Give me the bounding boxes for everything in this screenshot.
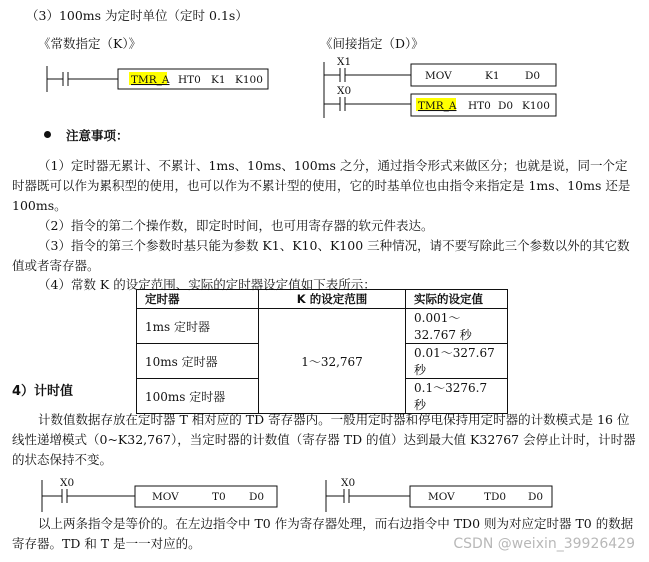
note-1: （1）定时器无累计、不累计、1ms、10ms、100ms 之分，通过指令形式来做区分；也就是说，同一个定时器既可以作为累积型的使用，也可以作为不累计型的使用，它的时基单位也由指令来指定是 1ms、10ms 还是 100ms。 — [12, 158, 631, 213]
k-op-2: K1 — [211, 74, 226, 86]
table-row — [137, 309, 508, 344]
tmr-label-2: TMR_A — [418, 100, 457, 112]
table-header: K 的设定范围 — [259, 290, 406, 309]
table-header: 实际的设定值 — [406, 290, 508, 309]
watermark: CSDN @weixin_39926429 — [453, 536, 635, 552]
table-header: 定时器 — [137, 290, 259, 309]
x1-label: X1 — [337, 56, 352, 68]
table-cell: 0.01～327.67 秒 — [406, 344, 508, 379]
x0-label-top: X0 — [337, 85, 352, 97]
table-cell: 0.001～32.767 秒 — [406, 309, 508, 344]
x0-label-right: X0 — [341, 477, 356, 489]
left-op-2: D0 — [249, 491, 265, 503]
right-op-2: D0 — [528, 491, 544, 503]
d-op-2: D0 — [498, 100, 514, 112]
label-constant: 《常数指定（K）》 — [38, 36, 142, 51]
mov-op-2: D0 — [525, 70, 541, 82]
note-2: （2）指令的第二个操作数，即定时时间，也可用寄存器的软元件表达。 — [38, 218, 434, 233]
label-indirect: 《间接指定（D）》 — [320, 36, 424, 51]
table-cell: 10ms 定时器 — [137, 344, 259, 379]
bullet-icon — [44, 131, 51, 138]
table-cell: 100ms 定时器 — [137, 379, 259, 414]
timer-table — [136, 289, 508, 414]
d-op-1: HT0 — [468, 100, 491, 112]
note-4: （4）常数 K 的设定范围、实际的定时器设定值如下表所示： — [38, 277, 376, 292]
mov-label-1: MOV — [425, 70, 452, 82]
k-op-1: HT0 — [178, 74, 201, 86]
table-cell: 0.1～3276.7 秒 — [406, 379, 508, 414]
d-op-3: K100 — [522, 100, 550, 112]
closing-text: 以上两条指令是等价的。在左边指令中 T0 作为寄存器处理，而右边指令中 TD0 则为对应定时器 T0 的数据寄存器。TD 和 T 是一一对应的。 — [12, 516, 634, 551]
note-3: （3）指令的第三个参数时基只能为参数 K1、K10、K100 三种情况，请不要写除此三个参数以外的其它数值或者寄存器。 — [12, 238, 630, 273]
table-cell: 1ms 定时器 — [137, 309, 259, 344]
x0-label-left: X0 — [60, 477, 75, 489]
mov-op-1: K1 — [485, 70, 500, 82]
section3-title: （3）100ms 为定时单位（定时 0.1s） — [26, 8, 248, 23]
left-op-1: T0 — [212, 491, 226, 503]
ladder-diagram-top — [0, 0, 649, 125]
section4-text: 计数值数据存放在定时器 T 相对应的 TD 寄存器内。一般用定时器和停电保持用定时器的计数模式是 16 位线性递增模式（0~K32,767），当定时器的计数值（寄存器 TD 的值）达到最大值 K32767 会停止计时，计时器的状态保持不变。 — [12, 412, 636, 467]
mov-label-right: MOV — [428, 491, 455, 503]
right-op-1: TD0 — [484, 491, 507, 503]
k-op-3: K100 — [235, 74, 263, 86]
range-cell: 1～32,767 — [259, 309, 406, 414]
notes-title: 注意事项： — [66, 128, 129, 143]
section4-title: 4）计时值 — [12, 384, 74, 399]
tmr-label-1: TMR_A — [131, 74, 170, 86]
mov-label-left: MOV — [152, 491, 179, 503]
